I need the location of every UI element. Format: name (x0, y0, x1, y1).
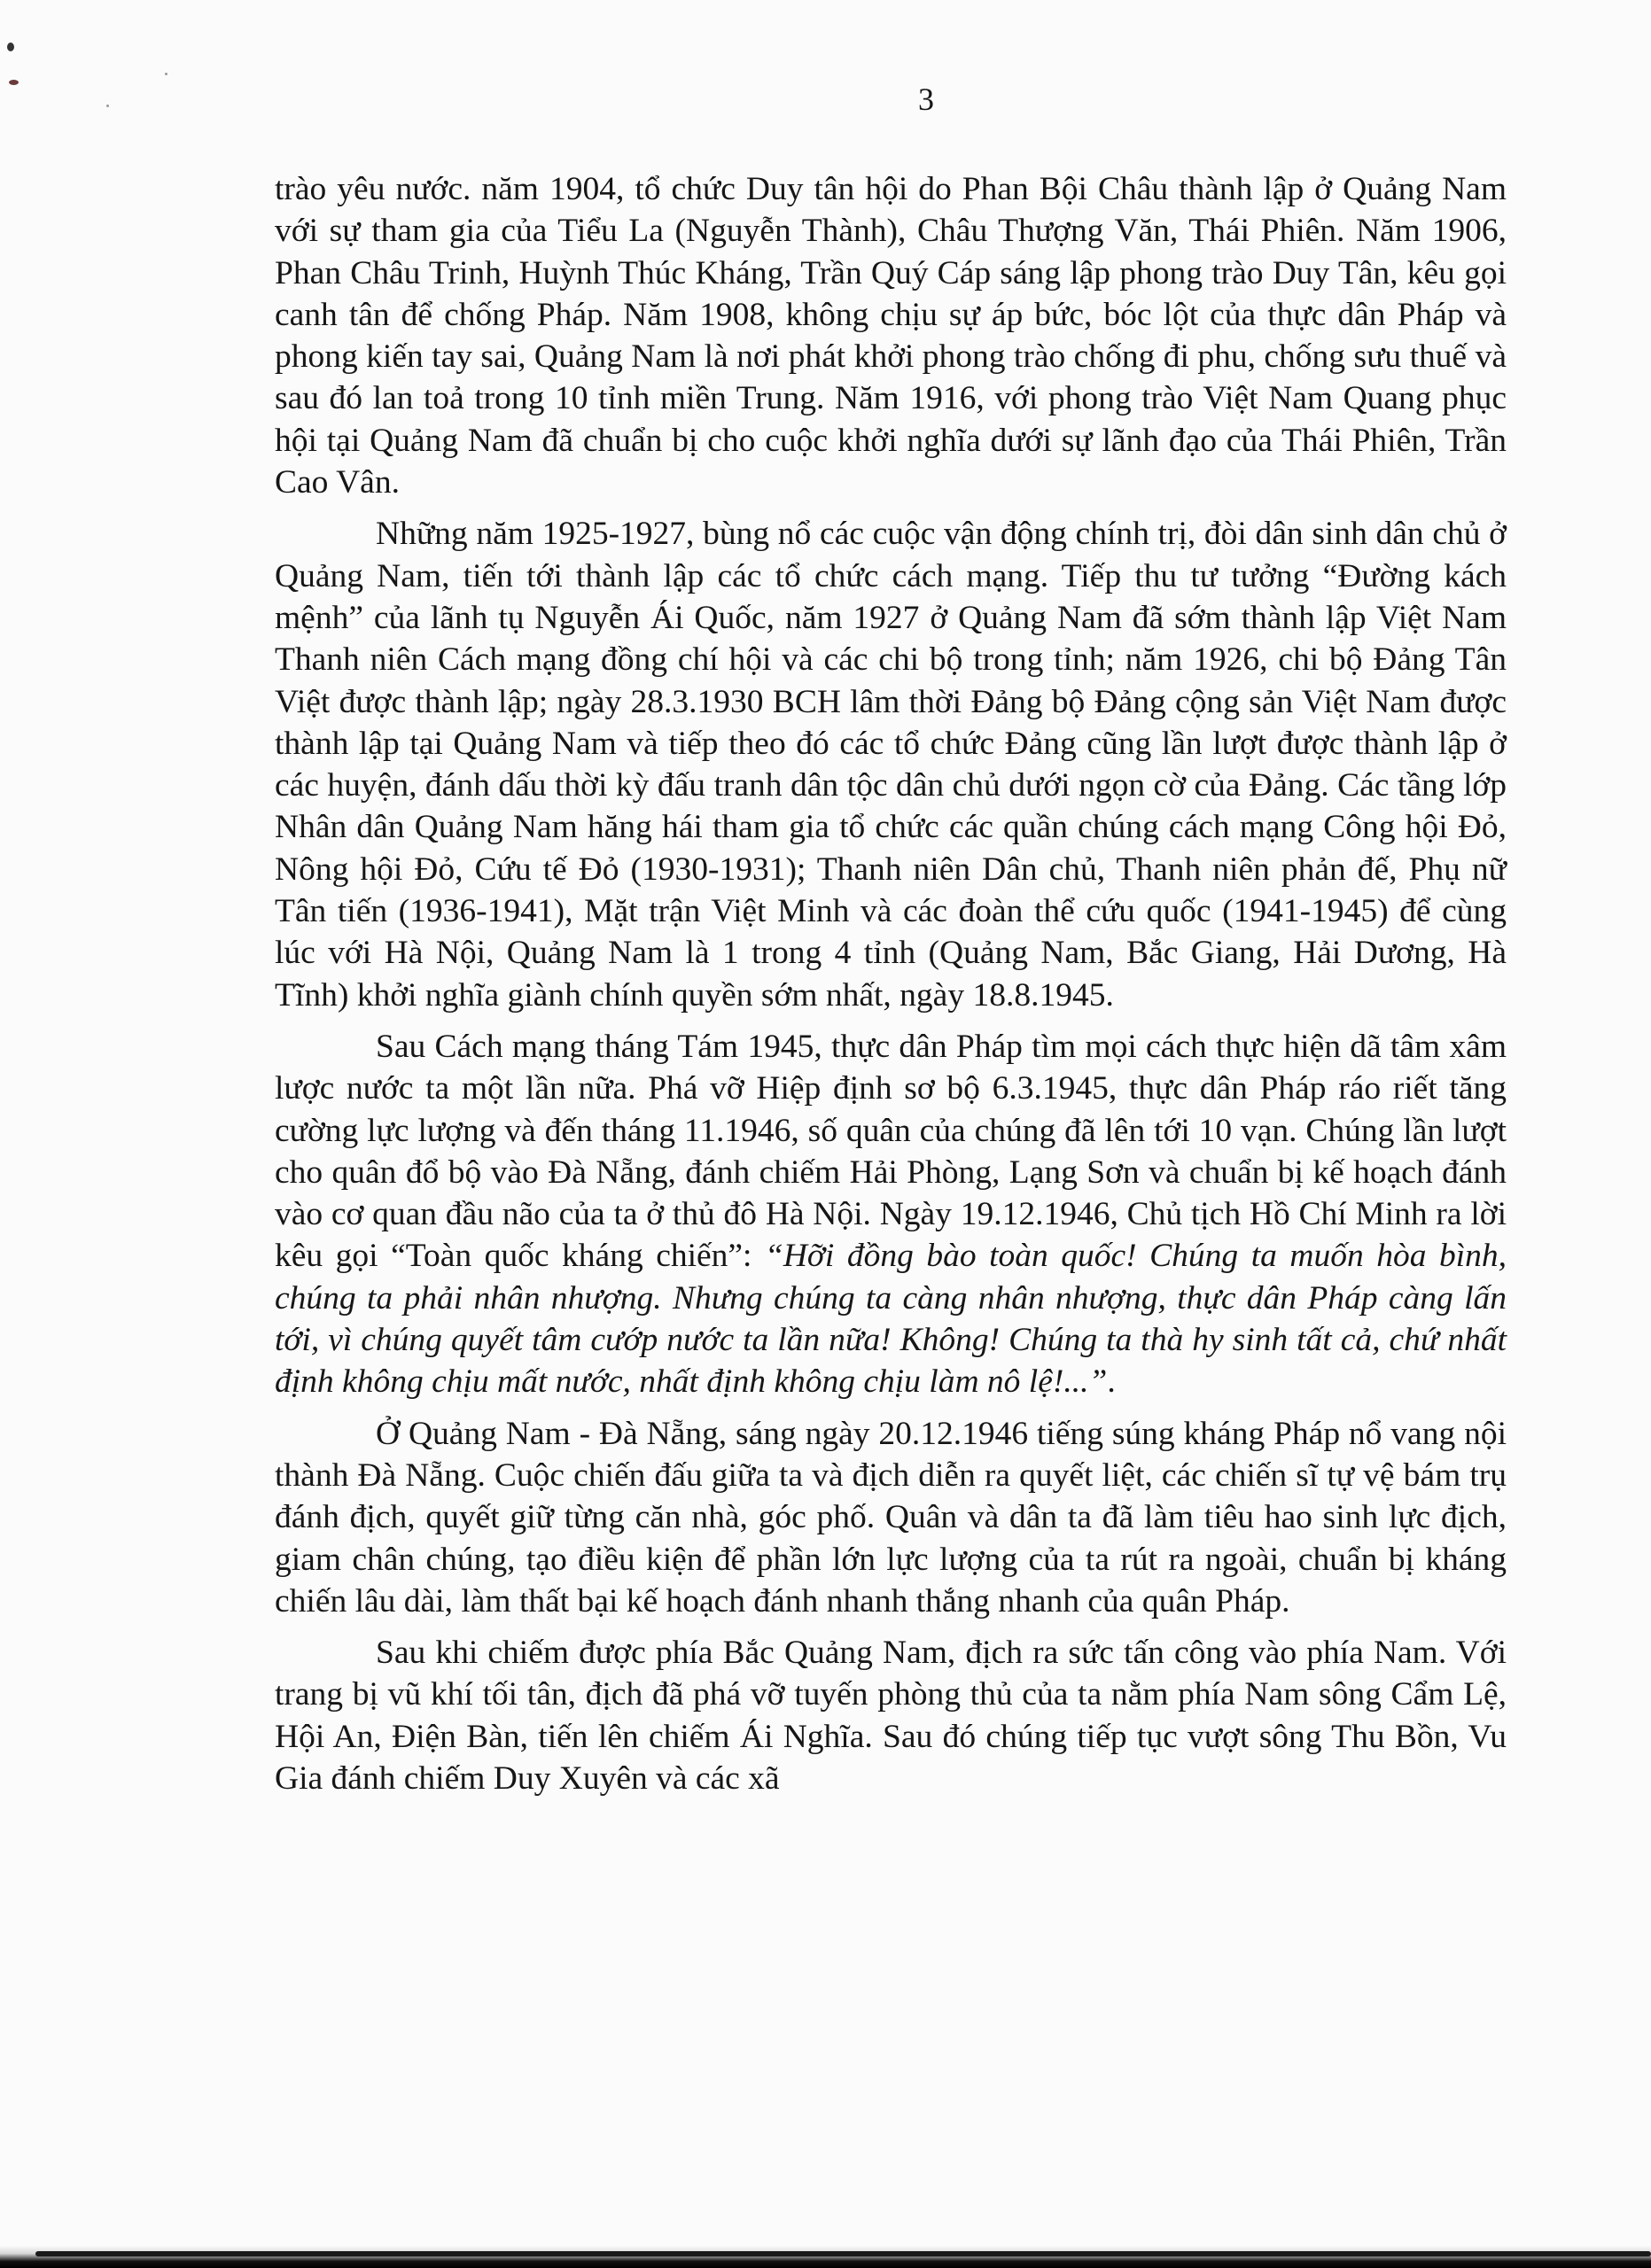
scan-speck (7, 43, 14, 51)
paragraph: Ở Quảng Nam - Đà Nẵng, sáng ngày 20.12.1946 tiếng súng kháng Pháp nổ vang nội thành Đà Nẵng. Cuộc chiến đấu giữa ta và địch diễn ra quyết liệt, các chiến sĩ tự vệ bám trụ đánh địch, quyết giữ từng căn nhà, góc phố. Quân và dân ta đã làm tiêu hao sinh lực địch, giam chân chúng, tạo điều kiện để phần lớn lực lượng của ta rút ra ngoài, chuẩn bị kháng chiến lâu dài, làm thất bại kế hoạch đánh nhanh thắng nhanh của quân Pháp. (275, 1415, 1507, 1619)
paragraph (275, 1026, 1507, 1403)
paragraph: Những năm 1925-1927, bùng nổ các cuộc vận động chính trị, đòi dân sinh dân chủ ở Quảng Nam, tiến tới thành lập các tổ chức cách mạng. Tiếp thu tư tưởng “Đường kách mệnh” của lãnh tụ Nguyễn Ái Quốc, năm 1927 ở Quảng Nam đã sớm thành lập Việt Nam Thanh niên Cách mạng đồng chí hội và các chi bộ trong tỉnh; năm 1926, chi bộ Đảng Tân Việt được thành lập; ngày 28.3.1930 BCH lâm thời Đảng bộ Đảng cộng sản Việt Nam được thành lập tại Quảng Nam và tiếp theo đó các tổ chức Đảng cũng lần lượt được thành lập ở các huyện, đánh dấu thời kỳ đấu tranh dân tộc dân chủ dưới ngọn cờ của Đảng. Các tầng lớp Nhân dân Quảng Nam hăng hái tham gia tổ chức các quần chúng cách mạng Công hội Đỏ, Nông hội Đỏ, Cứu tế Đỏ (1930-1931); Thanh niên Dân chủ, Thanh niên phản đế, Phụ nữ Tân tiến (1936-1941), Mặt trận Việt Minh và các đoàn thể cứu quốc (1941-1945) để cùng lúc với Hà Nội, Quảng Nam là 1 trong 4 tỉnh (Quảng Nam, Bắc Giang, Hải Dương, Hà Tĩnh) khởi nghĩa giành chính quyền sớm nhất, ngày 18.8.1945. (275, 516, 1507, 1014)
quotation: “Hỡi đồng bào toàn quốc! Chúng ta muốn hòa bình, chúng ta phải nhân nhượng. Nhưng chúng ta càng nhân nhượng, thực dân Pháp càng lấn tới, vì chúng quyết tâm cướp nước ta lần nữa! Không! Chúng ta thà hy sinh tất cả, chứ nhất định không chịu mất nước, nhất định không chịu làm nô lệ!...” (275, 1238, 1507, 1401)
scan-shadow-bar (35, 2251, 1651, 2256)
paragraph: Sau khi chiếm được phía Bắc Quảng Nam, địch ra sức tấn công vào phía Nam. Với trang bị vũ khí tối tân, địch đã phá vỡ tuyến phòng thủ của ta nằm phía Nam sông Cẩm Lệ, Hội An, Điện Bàn, tiến lên chiếm Ái Nghĩa. Sau đó chúng tiếp tục vượt sông Thu Bồn, Vu Gia đánh chiếm Duy Xuyên và các xã (275, 1635, 1507, 1797)
paragraph-text: Sau Cách mạng tháng Tám 1945, thực dân Pháp tìm mọi cách thực hiện dã tâm xâm lược nước ta một lần nữa. Phá vỡ Hiệp định sơ bộ 6.3.1945, thực dân Pháp ráo riết tăng cường lực lượng và đến tháng 11.1946, số quân của chúng đã lên tới 10 vạn. Chúng lần lượt cho quân đổ bộ vào Đà Nẵng, đánh chiếm Hải Phòng, Lạng Sơn và chuẩn bị kế hoạch đánh vào cơ quan đầu não của ta ở thủ đô Hà Nội. Ngày 19.12.1946, Chủ tịch Hồ Chí Minh ra lời kêu gọi “Toàn quốc kháng chiến”: (275, 1028, 1507, 1275)
page-number: 3 (918, 82, 934, 117)
scan-speck (165, 73, 167, 75)
document-body (275, 168, 1507, 1809)
paragraph: trào yêu nước. năm 1904, tổ chức Duy tân hội do Phan Bội Châu thành lập ở Quảng Nam với sự tham gia của Tiểu La (Nguyễn Thành), Châu Thượng Văn, Thái Phiên. Năm 1906, Phan Châu Trinh, Huỳnh Thúc Kháng, Trần Quý Cáp sáng lập phong trào Duy Tân, kêu gọi canh tân để chống Pháp. Năm 1908, không chịu sự áp bức, bóc lột của thực dân Pháp và phong kiến tay sai, Quảng Nam là nơi phát khởi phong trào chống đi phu, chống sưu thuế và sau đó lan toả trong 10 tỉnh miền Trung. Năm 1916, với phong trào Việt Nam Quang phục hội tại Quảng Nam đã chuẩn bị cho cuộc khởi nghĩa dưới sự lãnh đạo của Thái Phiên, Trần Cao Vân. (275, 171, 1507, 501)
paragraph-end: . (1107, 1363, 1116, 1401)
scan-bottom-edge (0, 2246, 1651, 2268)
